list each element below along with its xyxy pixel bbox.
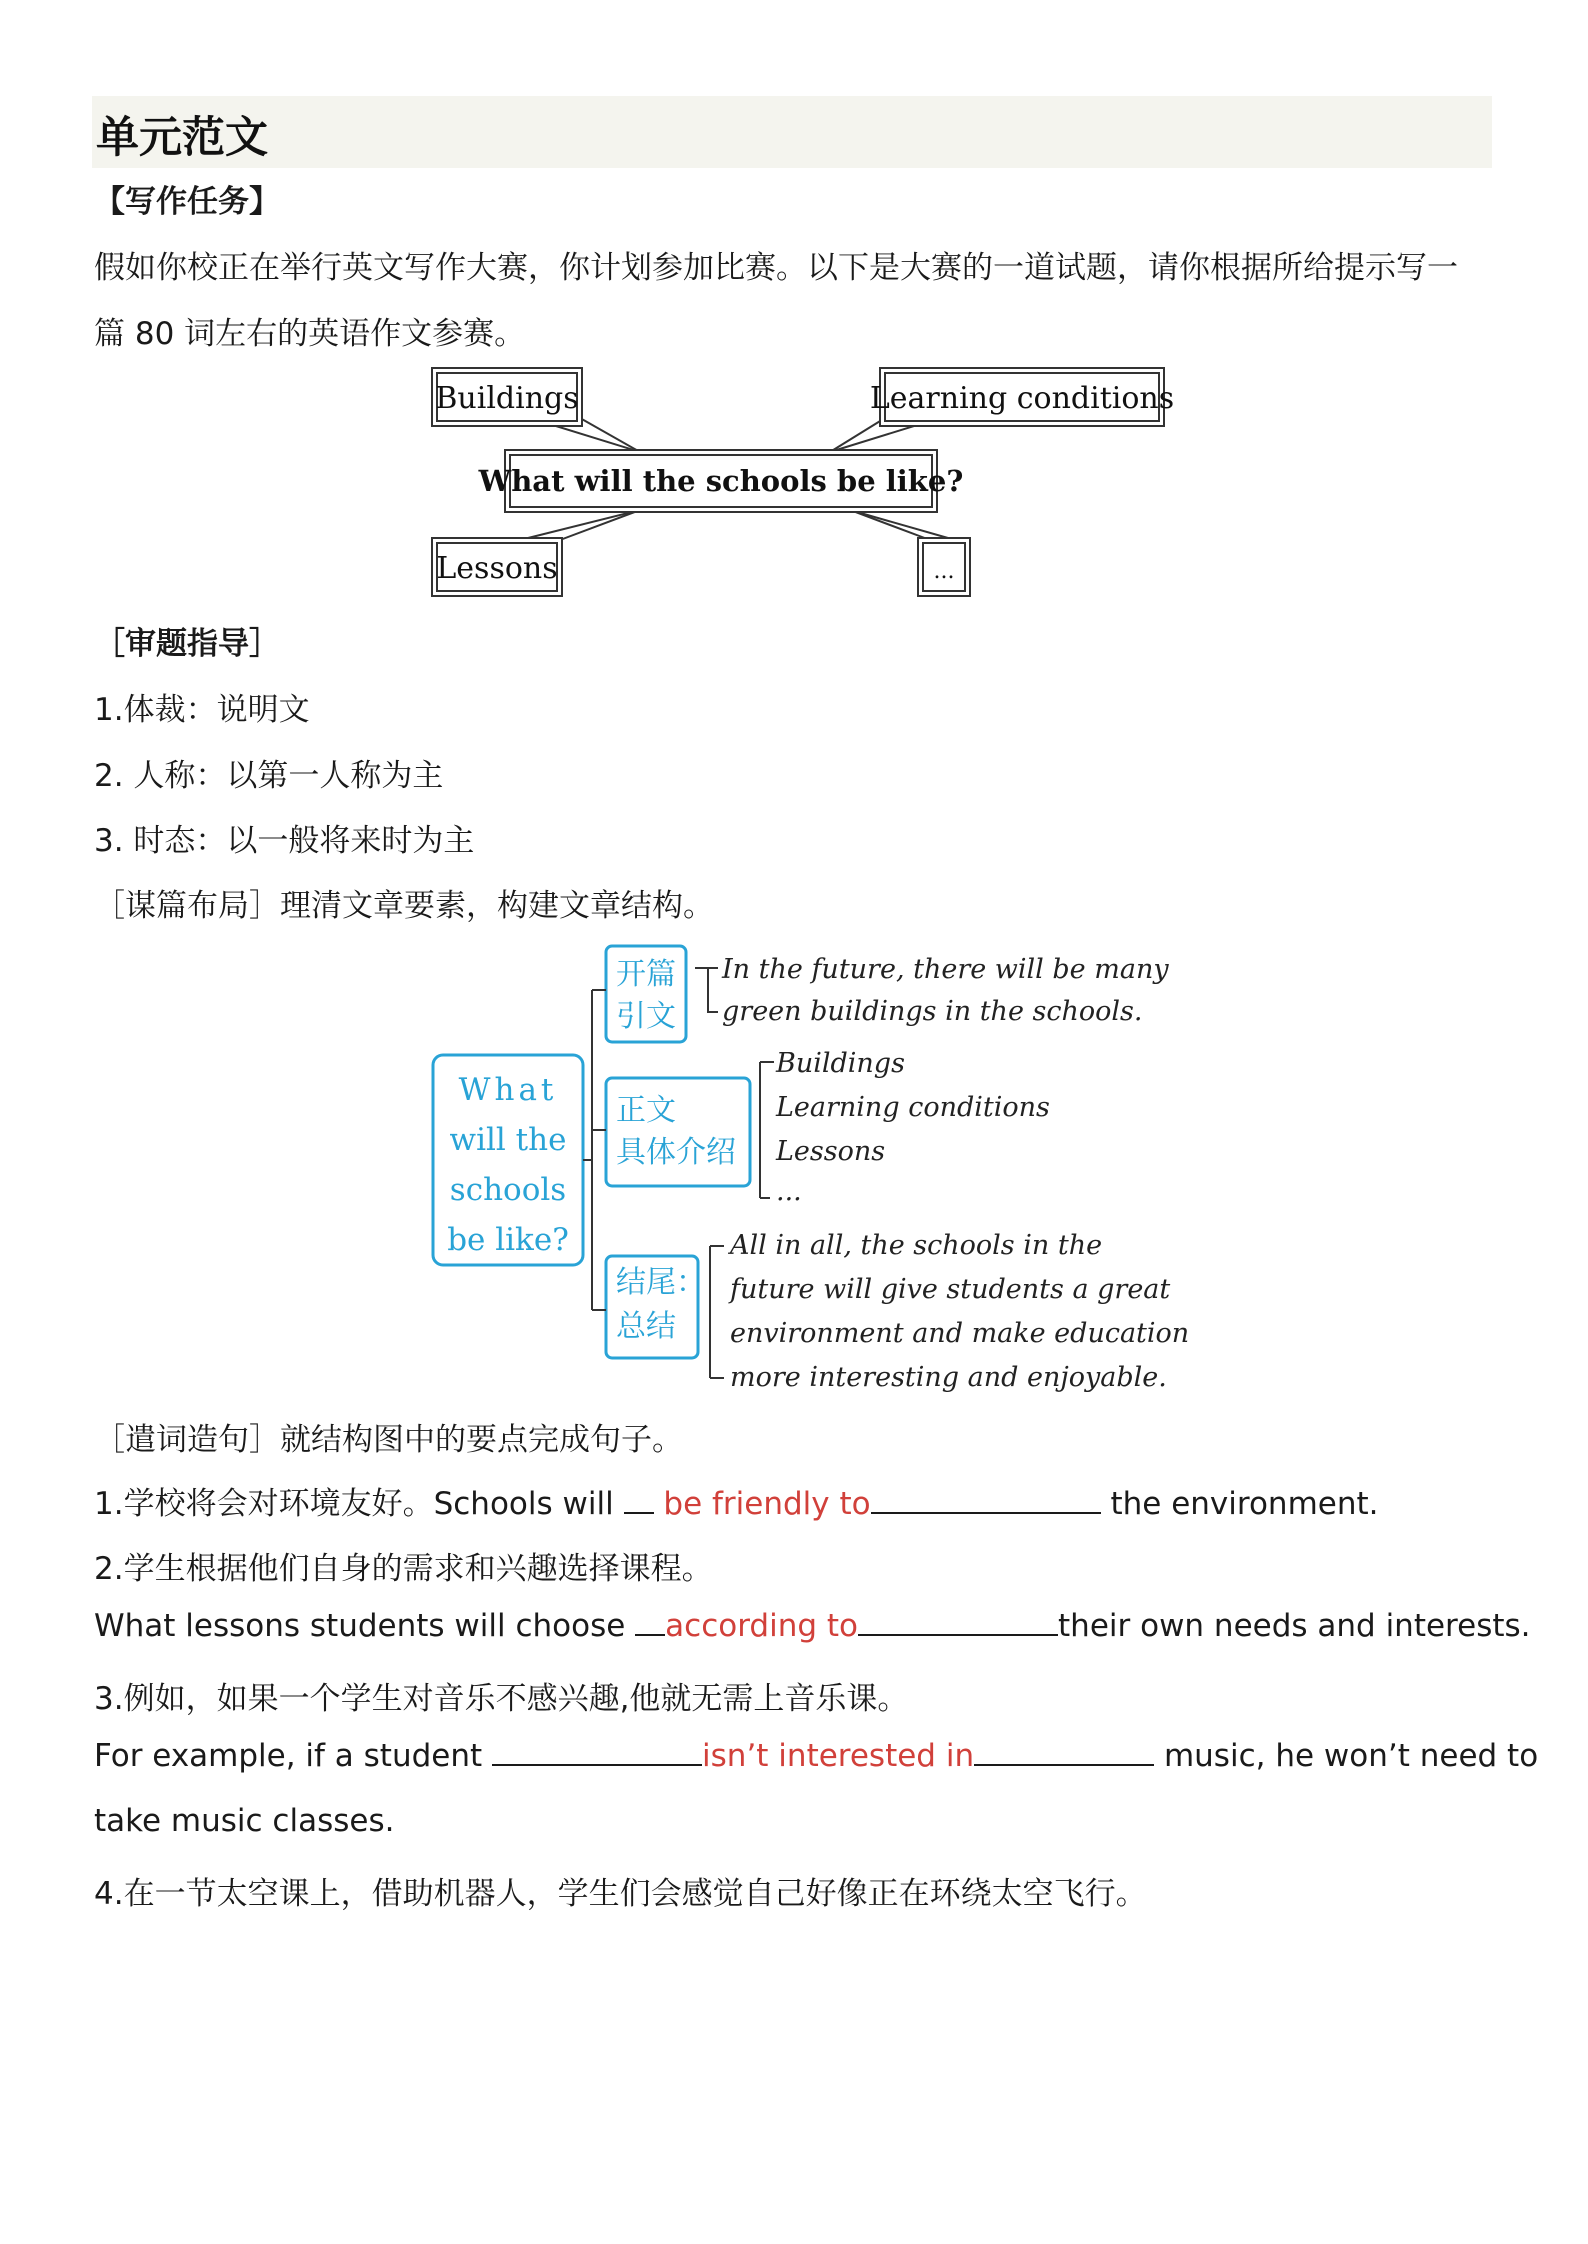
sentence-2 [94, 1608, 1531, 1644]
task-desc-line2: 篇 80 词左右的英语作文参赛。 [94, 316, 526, 352]
node-lessons: Lessons [436, 551, 558, 586]
task-desc-line1: 假如你校正在举行英文写作大赛，你计划参加比赛。以下是大赛的一道试题，请你根据所给提示写一 [94, 250, 1458, 286]
sentences-heading: ［遣词造句］就结构图中的要点完成句子。 [94, 1422, 683, 1458]
body-item-4: ... [776, 1176, 802, 1207]
sentence-2-suffix: their own needs and interests. [1058, 1608, 1531, 1644]
sentence-2-answer: according to [665, 1608, 859, 1644]
root-line-1: What [458, 1072, 558, 1108]
opening-text-2: green buildings in the schools. [722, 996, 1143, 1027]
body-label-2: 具体介绍 [616, 1135, 736, 1170]
root-line-4: be like? [447, 1222, 569, 1258]
ending-label-1: 结尾： [616, 1265, 706, 1300]
blank-line [635, 1608, 665, 1636]
guidance-item-3: 3. 时态：以一般将来时为主 [94, 823, 475, 859]
body-bracket [760, 1062, 774, 1198]
page-title: 单元范文 [96, 113, 268, 163]
sentence-3-continued: take music classes. [94, 1803, 395, 1839]
ending-text-2: future will give students a great [730, 1274, 1171, 1305]
blank-line [974, 1738, 1154, 1766]
sentence-3-answer: isn’t interested in [702, 1738, 975, 1774]
root-line-3: schools [449, 1172, 567, 1208]
node-learning-conditions: Learning conditions [869, 381, 1175, 416]
sentence-1 [94, 1478, 1379, 1523]
opening-label-1: 开篇 [616, 957, 676, 992]
task-heading: 【写作任务】 [94, 184, 280, 220]
node-buildings: Buildings [435, 381, 579, 416]
sentence-1-prefix: 1.学校将会对环境友好。Schools will [94, 1486, 624, 1522]
root-bracket [583, 990, 606, 1310]
blank-line [858, 1608, 1058, 1636]
guidance-heading: ［审题指导］ [94, 626, 280, 662]
body-item-3: Lessons [776, 1136, 886, 1167]
guidance-item-2: 2. 人称：以第一人称为主 [94, 758, 444, 794]
sentence-2-cn: 2.学生根据他们自身的需求和兴趣选择课程。 [94, 1551, 713, 1587]
ending-text-3: environment and make education [730, 1318, 1190, 1349]
opening-label-2: 引文 [616, 999, 676, 1034]
sentence-3-prefix: For example, if a student [94, 1738, 493, 1774]
blank-line [624, 1486, 654, 1514]
sentence-3-cn: 3.例如，如果一个学生对音乐不感兴趣,他就无需上音乐课。 [94, 1681, 909, 1717]
node-more: ... [933, 559, 955, 584]
ending-text-4: more interesting and enjoyable. [730, 1362, 1167, 1393]
sentence-2-prefix: What lessons students will choose [94, 1608, 636, 1644]
sentence-3-suffix: music, he won’t need to [1154, 1738, 1539, 1774]
ending-text-1: All in all, the schools in the [730, 1230, 1103, 1261]
guidance-item-1: 1.体裁：说明文 [94, 692, 310, 728]
ending-bracket [710, 1246, 724, 1378]
sentence-1-answer: be friendly to [663, 1486, 871, 1522]
node-center: What will the schools be like? [478, 464, 964, 498]
body-item-1: Buildings [776, 1048, 905, 1079]
sentence-4-cn: 4.在一节太空课上，借助机器人，学生们会感觉自己好像正在环绕太空飞行。 [94, 1876, 1147, 1912]
blank-line [871, 1486, 1101, 1514]
blank-line [492, 1738, 702, 1766]
sentence-1-suffix: the environment. [1110, 1486, 1379, 1522]
opening-text-1: In the future, there will be many [722, 954, 1169, 985]
ending-label-2: 总结 [616, 1309, 676, 1344]
sentence-3 [94, 1738, 1538, 1774]
body-item-2: Learning conditions [776, 1092, 1050, 1123]
body-label-1: 正文 [616, 1093, 676, 1128]
opening-bracket [695, 968, 718, 1012]
layout-heading: ［谋篇布局］理清文章要素，构建文章结构。 [94, 888, 714, 924]
root-line-2: will the [449, 1122, 567, 1158]
